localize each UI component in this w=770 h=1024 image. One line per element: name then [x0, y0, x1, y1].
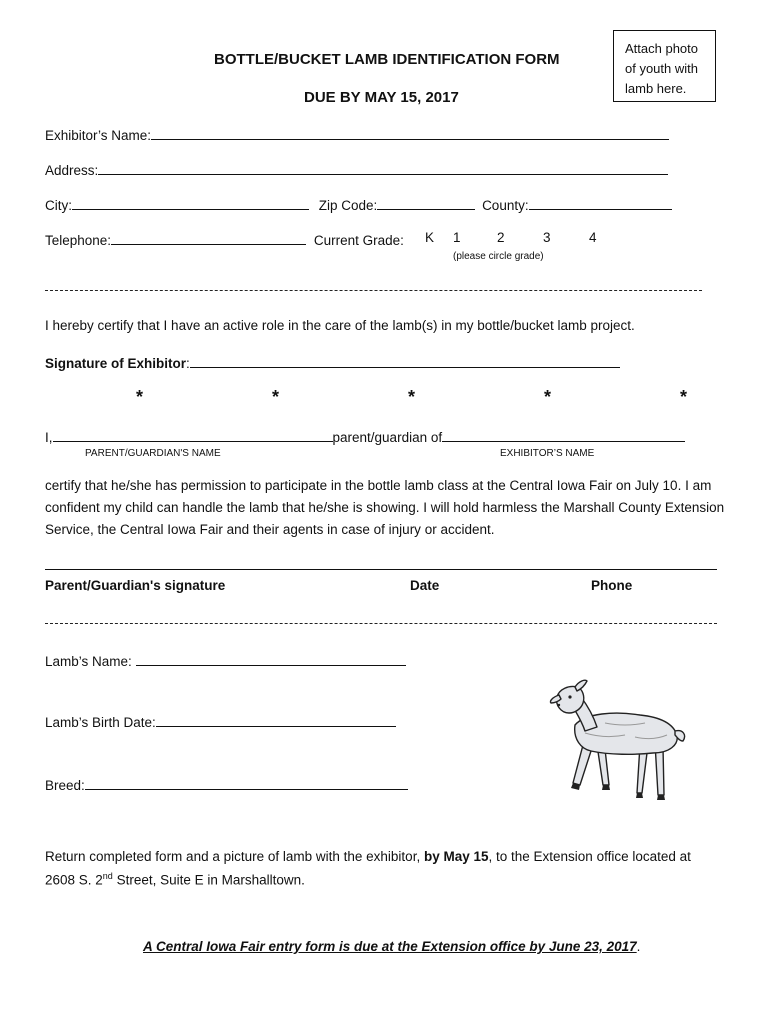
signature-row [45, 353, 620, 371]
grade-option-3[interactable]: 3 [543, 230, 551, 245]
grade-option-1[interactable]: 1 [453, 230, 461, 245]
exhibitor-signature-colon: : [186, 356, 190, 371]
telephone-field[interactable] [111, 230, 306, 245]
section-divider-2 [45, 623, 717, 624]
return-address-b: Street, Suite E in Marshalltown. [112, 872, 305, 888]
current-grade-label: Current Grade: [313, 233, 404, 248]
address-field[interactable] [98, 160, 668, 175]
footer-period: . [636, 939, 641, 954]
breed-label: Breed: [45, 778, 85, 793]
lamb-name-field[interactable] [136, 651, 406, 666]
photo-box-line-1: Attach photo [625, 41, 698, 56]
exhibitor-name-label: Exhibitor’s Name: [45, 128, 152, 143]
zip-field[interactable] [377, 195, 475, 210]
breed-field[interactable] [85, 775, 408, 790]
exhibitor-name-field-2[interactable] [442, 427, 685, 442]
grade-option-k[interactable]: K [425, 230, 435, 245]
photo-box-line-2: of youth with [625, 61, 698, 76]
county-label: County: [482, 198, 529, 213]
lamb-name-label: Lamb’s Name: [45, 654, 132, 669]
lamb-birth-date-label: Lamb’s Birth Date: [45, 715, 156, 730]
separator-star: * [544, 387, 552, 407]
separator-star: * [136, 387, 144, 407]
exhibitor-name-caption: EXHIBITOR’S NAME [500, 448, 595, 459]
exhibitor-signature-label: Signature of Exhibitor [45, 356, 187, 371]
lamb-illustration [545, 675, 695, 815]
photo-box-line-3: lamb here. [625, 81, 687, 96]
zip-label: Zip Code: [318, 198, 378, 213]
telephone-row [45, 230, 404, 248]
guardian-row [45, 427, 685, 445]
permission-paragraph: certify that he/she has permission to participate in the bottle lamb class at the Central Iowa Fair on July 10. I am confident my child can handle the lamb that he/she is showing. I will hold harmless the Marshall County Extension Service, the Central Iowa Fair and their agents in case of injury or accident. [45, 478, 725, 537]
return-instructions-line-1 [45, 849, 691, 864]
parent-name-caption: PARENT/GUARDIAN'S NAME [85, 448, 221, 459]
grade-option-4[interactable]: 4 [589, 230, 597, 245]
breed-row [45, 775, 408, 793]
due-date: DUE BY MAY 15, 2017 [304, 89, 459, 106]
telephone-label: Telephone: [45, 233, 112, 248]
city-field[interactable] [72, 195, 309, 210]
return-text-1: Return completed form and a picture of lamb with the exhibitor, [45, 849, 424, 864]
return-instructions-line-2 [45, 871, 305, 888]
date-label: Date [410, 578, 440, 593]
photo-attach-box[interactable] [613, 30, 716, 102]
phone-label: Phone [591, 578, 633, 593]
footer-note: A Central Iowa Fair entry form is due at the Extension office by June 23, 2017 [143, 939, 637, 954]
city-row [45, 195, 672, 213]
footer-note-row [143, 939, 640, 954]
address-label: Address: [45, 163, 99, 178]
separator-star: * [408, 387, 416, 407]
lamb-birth-row [45, 712, 396, 730]
parent-name-field[interactable] [53, 427, 333, 442]
address-row [45, 160, 668, 178]
return-address-a: 2608 S. 2 [45, 872, 103, 888]
return-deadline: by May 15 [423, 849, 489, 864]
guardian-prefix: I, [45, 430, 53, 445]
exhibitor-signature-field[interactable] [190, 353, 620, 368]
county-field[interactable] [529, 195, 672, 210]
lamb-birth-date-field[interactable] [156, 712, 396, 727]
exhibitor-name-row [45, 125, 669, 143]
return-text-2: , to the Extension office located at [488, 849, 691, 864]
separator-star: * [680, 387, 688, 407]
parent-guardian-of-label: parent/guardian of [332, 430, 443, 445]
separator-star: * [272, 387, 280, 407]
guardian-signature-line[interactable] [45, 569, 717, 570]
guardian-signature-label: Parent/Guardian's signature [45, 578, 226, 593]
form-title: BOTTLE/BUCKET LAMB IDENTIFICATION FORM [214, 51, 560, 68]
certify-statement: I hereby certify that I have an active role in the care of the lamb(s) in my bottle/bucket lamb project. [45, 318, 635, 333]
exhibitor-name-field[interactable] [151, 125, 669, 140]
section-divider-1 [45, 290, 702, 291]
grade-option-2[interactable]: 2 [497, 230, 505, 245]
city-label: City: [45, 198, 72, 213]
lamb-name-row [45, 651, 406, 669]
grade-hint: (please circle grade) [453, 251, 544, 262]
return-address-sup: nd [102, 871, 113, 881]
